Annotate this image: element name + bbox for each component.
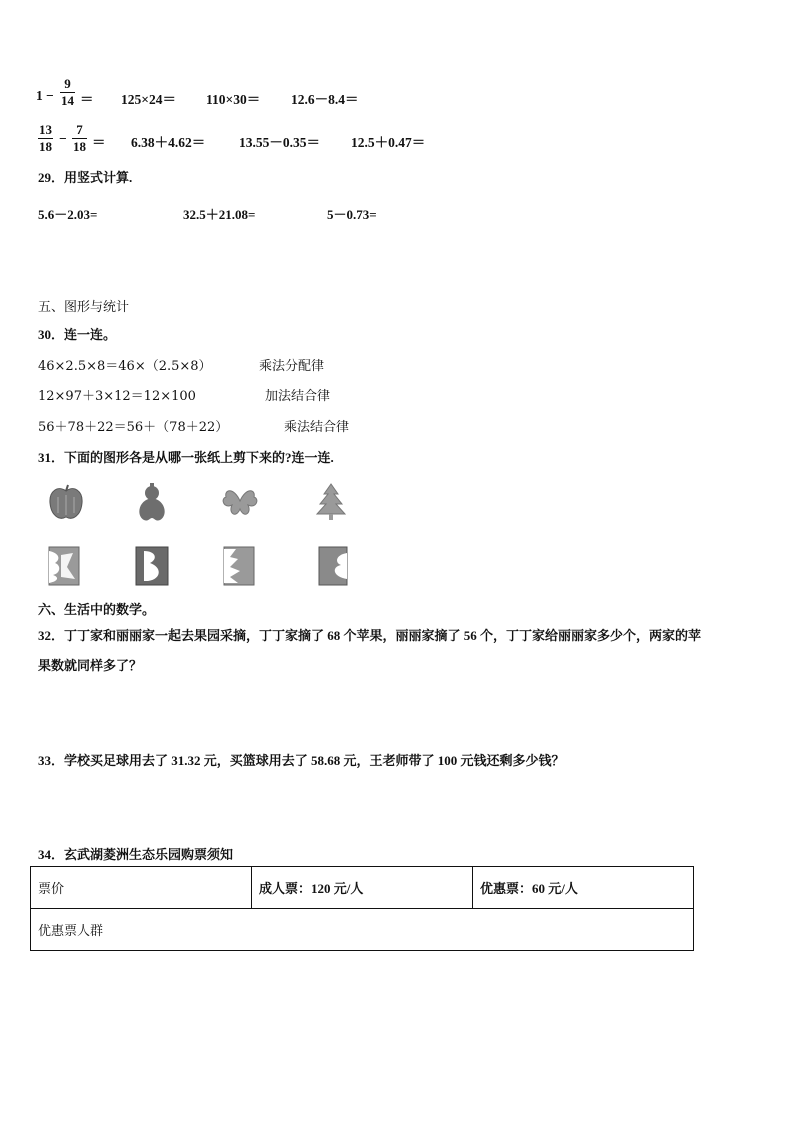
calc-r1-item3: 110×30＝	[206, 92, 261, 107]
table-row	[31, 909, 694, 951]
q30-right-2: 加法结合律	[265, 389, 331, 404]
q30-left-3: 56＋78＋22＝56＋（78＋22）	[38, 420, 229, 435]
q31-title: 31．下面的图形各是从哪一张纸上剪下来的?连一连.	[38, 450, 334, 465]
q32-line-2: 果数就同样多了？	[38, 658, 143, 673]
calc-r1-equals: ＝	[80, 92, 94, 107]
calc-r2-minus: −	[59, 131, 67, 146]
adult-ticket-price: 成人票：120 元/人	[252, 867, 473, 909]
folded-paper-1-icon	[47, 545, 81, 587]
q34-title: 34．玄武湖菱洲生态乐园购票须知	[38, 847, 234, 862]
table-row	[31, 867, 694, 909]
q30-left-2: 12×97＋3×12＝12×100	[38, 389, 196, 404]
gourd-cutout-icon	[134, 482, 170, 524]
fraction-numerator: 13	[39, 122, 52, 137]
q29-item-2: 32.5＋21.08=	[183, 207, 256, 222]
ticket-price-label: 票价	[31, 867, 252, 909]
calc-r1-item2: 125×24＝	[121, 92, 176, 107]
calc-r1-item4: 12.6－8.4＝	[291, 92, 359, 107]
q32-line-1: 32．丁丁家和丽丽家一起去果园采摘，丁丁家摘了 68 个苹果，丽丽家摘了 56 个，丁丁家给丽丽家多少个，两家的苹	[38, 628, 702, 643]
ticket-table	[30, 866, 694, 951]
discount-ticket-price: 优惠票：60 元/人	[473, 867, 694, 909]
calc-r2-fraction-2	[72, 122, 87, 155]
q30-left-1: 46×2.5×8＝46×（2.5×8）	[38, 359, 212, 374]
calc-r1-fraction	[60, 76, 75, 109]
fraction-denominator: 18	[73, 139, 86, 154]
q33-text: 33．学校买足球用去了 31.32 元，买篮球用去了 58.68 元，王老师带了 100 元钱还剩多少钱？	[38, 753, 565, 768]
calc-r1-whole: 1	[36, 88, 43, 103]
calc-r1-minus: −	[46, 88, 54, 103]
fraction-denominator: 14	[61, 93, 74, 108]
section-5-title: 五、图形与统计	[38, 300, 130, 315]
calc-r2-item4: 12.5＋0.47＝	[351, 135, 426, 150]
folded-paper-2-icon	[134, 545, 170, 587]
calc-r2-fraction-1	[38, 122, 53, 155]
calc-r2-item2: 6.38＋4.62＝	[131, 135, 206, 150]
q30-right-3: 乘法结合律	[284, 420, 350, 435]
calc-r2-item3: 13.55－0.35＝	[239, 135, 320, 150]
q29-item-1: 5.6－2.03=	[38, 207, 98, 222]
q30-title: 30．连一连。	[38, 327, 117, 342]
q29-item-3: 5－0.73=	[327, 207, 377, 222]
discount-eligibility-label: 优惠票人群	[31, 909, 694, 951]
q29-title: 29．用竖式计算.	[38, 170, 133, 185]
tree-cutout-icon	[314, 482, 348, 522]
section-6-title: 六、生活中的数学。	[38, 602, 156, 617]
fraction-numerator: 9	[64, 76, 71, 91]
fraction-denominator: 18	[39, 139, 52, 154]
folded-paper-3-icon	[222, 545, 256, 587]
fraction-numerator: 7	[76, 122, 83, 137]
clover-cutout-icon	[220, 483, 260, 521]
folded-paper-4-icon	[317, 545, 349, 587]
q30-right-1: 乘法分配律	[259, 359, 325, 374]
apple-cutout-icon	[46, 483, 86, 523]
calc-r2-equals: ＝	[92, 135, 106, 150]
